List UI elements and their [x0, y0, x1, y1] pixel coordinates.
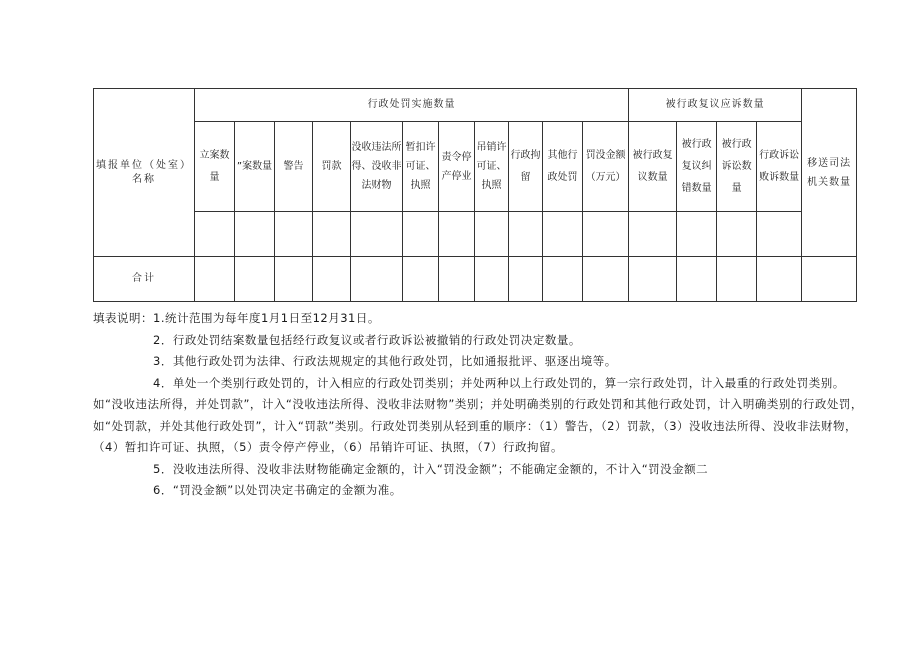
col-production-halt: 责令停产停业 [439, 122, 475, 212]
header-row-1 [94, 89, 857, 122]
cell[interactable] [351, 257, 403, 302]
col-fine-amount: 罚没金额（万元） [583, 122, 629, 212]
cell[interactable] [543, 212, 583, 257]
cell[interactable] [439, 212, 475, 257]
cell[interactable] [439, 257, 475, 302]
header-row-2 [94, 122, 857, 212]
cell[interactable] [757, 212, 802, 257]
col-warning: 警告 [275, 122, 313, 212]
col-detention: 行政拘留 [509, 122, 543, 212]
note-5: 5．没收违法所得、没收非法财物能确定金额的，计入“罚没金额”；不能确定金额的，不计入“罚没金额二 [153, 461, 709, 476]
cell[interactable] [235, 212, 275, 257]
filling-instructions [93, 308, 863, 502]
unit-name-header: 填报单位（处室）名称 [94, 89, 195, 257]
col-confiscation: 没收违法所得、没收非法财物 [351, 122, 403, 212]
note-4-text: 4．单处一个类别行政处罚的，计入相应的行政处罚类别；并处两种以上行政处罚的，算一宗行政处罚，计入最重的行政处罚类别。如“没收违法所得，并处罚款”，计入“没收违法所得、没收非法财物”类别；并处明确类别的行政处罚和其他行政处罚，计入明确类别的行政处罚，如“处罚款，并处其他行政处罚”，计入“罚款”类别。行政处罚类别从轻到重的顺序：（1）警告，（2）罚款，（3）没收违法所得、没收非法财物，（4）暂扣许可证、执照，（5）责令停产停业，（6）吊销许可证、执照，（7）行政拘留。 [93, 375, 863, 454]
note-4 [93, 373, 863, 459]
cell[interactable] [403, 257, 439, 302]
col-litigation-count: 被行政诉讼数量 [717, 122, 757, 212]
cell[interactable] [677, 257, 717, 302]
review-group-header: 被行政复议应诉数量 [629, 89, 802, 122]
note-2: 2．行政处罚结案数量包括经行政复议或者行政诉讼被撤销的行政处罚决定数量。 [153, 332, 581, 347]
cell[interactable] [717, 257, 757, 302]
col-litigation-lost: 行政诉讼败诉数量 [757, 122, 802, 212]
cell[interactable] [475, 212, 509, 257]
statistics-table-wrapper [93, 88, 857, 302]
note-1: 填表说明：1.统计范围为每年度1月1日至12月31日。 [93, 311, 380, 325]
col-license-revocation: 吊销许可证、执照 [475, 122, 509, 212]
cell[interactable] [235, 257, 275, 302]
note-3: 3．其他行政处罚为法律、行政法规规定的其他行政处罚，比如通报批评、驱逐出境等。 [153, 354, 617, 368]
cell[interactable] [403, 212, 439, 257]
transfer-header: 移送司法机关数量 [802, 89, 857, 257]
cell[interactable] [583, 212, 629, 257]
cell[interactable] [717, 212, 757, 257]
col-review-corrected: 被行政复议纠错数量 [677, 122, 717, 212]
col-other-penalty: 其他行政处罚 [543, 122, 583, 212]
cell[interactable] [475, 257, 509, 302]
note-6: 6．“罚没金额”以处罚决定书确定的金额为准。 [153, 483, 402, 497]
cell[interactable] [677, 212, 717, 257]
total-row [94, 257, 857, 302]
col-license-suspension: 暂扣许可证、执照 [403, 122, 439, 212]
col-review-count: 被行政复议数量 [629, 122, 677, 212]
cell[interactable] [757, 257, 802, 302]
cell[interactable] [543, 257, 583, 302]
col-fine: 罚款 [313, 122, 351, 212]
cell[interactable] [509, 212, 543, 257]
cell[interactable] [629, 257, 677, 302]
penalty-group-header: 行政处罚实施数量 [195, 89, 629, 122]
cell[interactable] [275, 257, 313, 302]
data-row-empty [94, 212, 857, 257]
cell[interactable] [629, 212, 677, 257]
total-label: 合计 [94, 257, 195, 302]
cell[interactable] [195, 212, 235, 257]
cell[interactable] [313, 212, 351, 257]
col-closed-count: ”案数量 [235, 122, 275, 212]
cell[interactable] [509, 257, 543, 302]
cell[interactable] [313, 257, 351, 302]
cell[interactable] [275, 212, 313, 257]
cell[interactable] [583, 257, 629, 302]
col-filed-count: 立案数量 [195, 122, 235, 212]
cell[interactable] [802, 257, 857, 302]
statistics-table [93, 88, 857, 302]
cell[interactable] [195, 257, 235, 302]
cell[interactable] [351, 212, 403, 257]
